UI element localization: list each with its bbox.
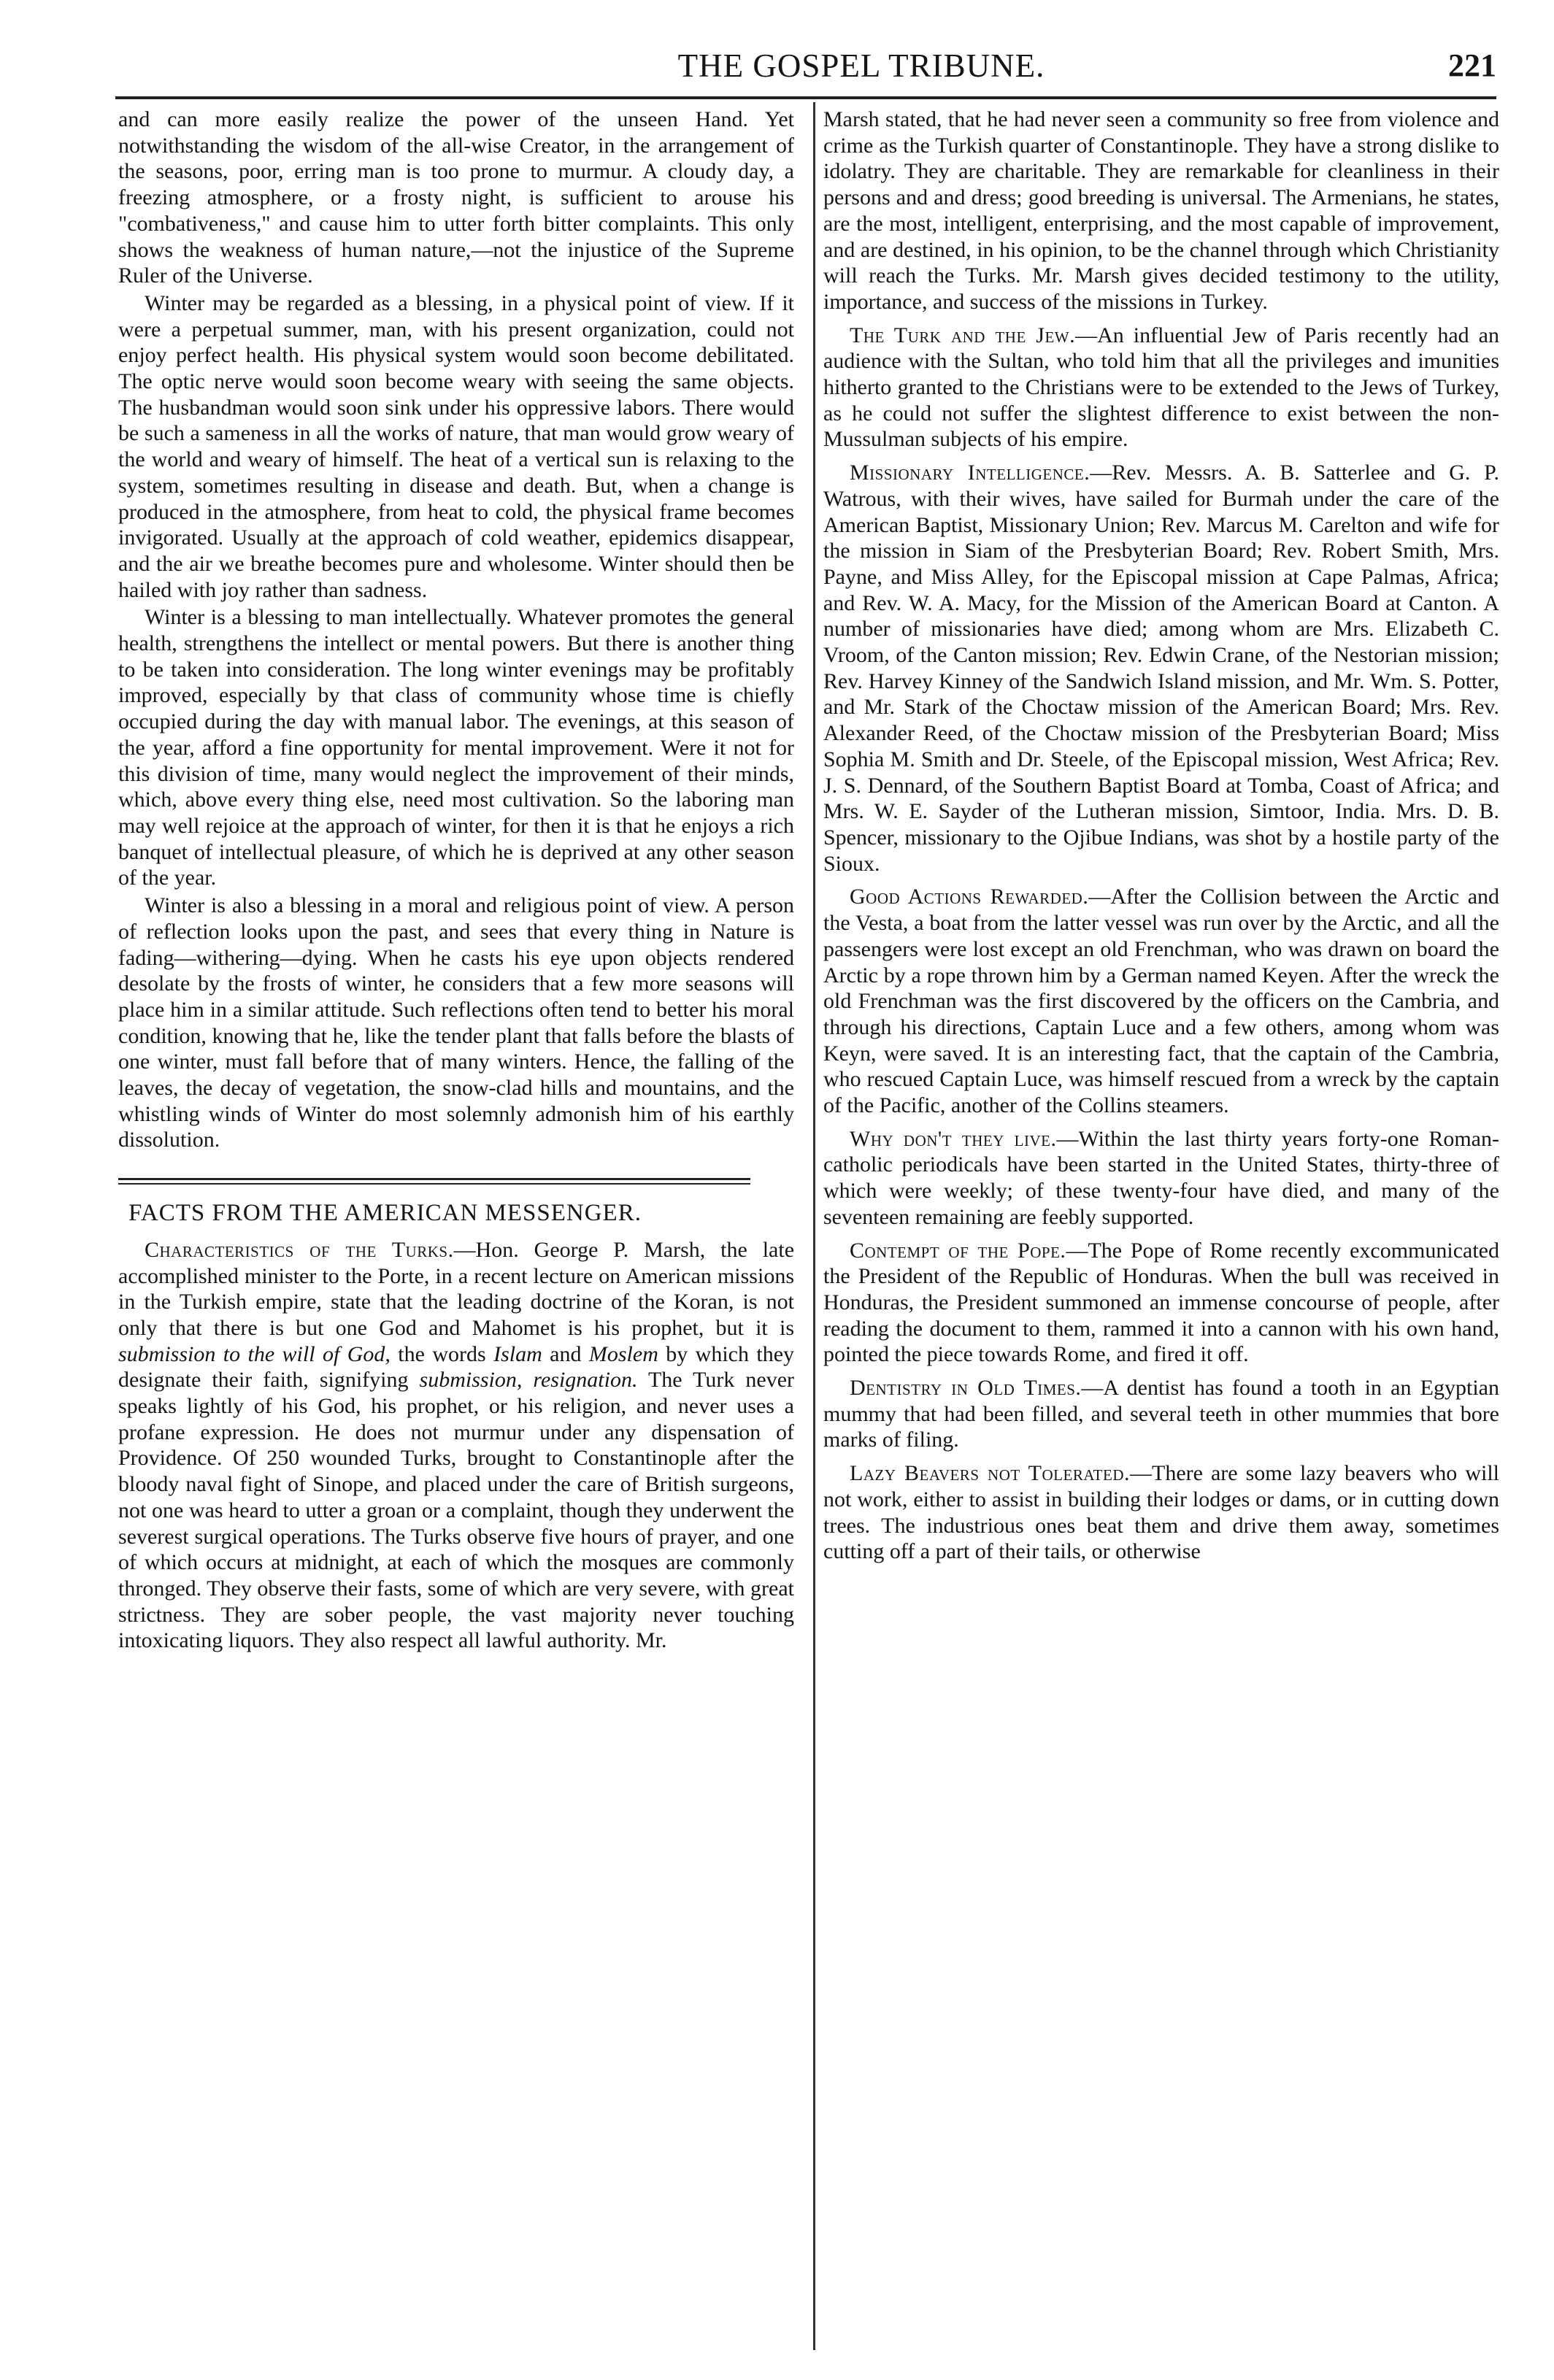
article-lead: Characteristics of the Turks. bbox=[145, 1237, 454, 1262]
paragraph: Winter is a blessing to man intellectually. Whatever promotes the general health, strengthens the intellect or mental powers. But there is another thing to be taken into consideration. The long winter evenings may be profitably improved, especially by that class of community whose time is chiefly occupied during the day with manual labor. The evenings, at this season of the year, afford a fine opportunity for mental improvement. Were it not for this division of time, many would neglect the improvement of their minds, which, above every thing else, need most cultivation. So the laboring man may well rejoice at the approach of winter, for then it is that he enjoys a rich banquet of intellectual pleasure, of which he is deprived at any other season of the year. bbox=[118, 605, 794, 890]
article-lead: Lazy Beavers not Tolerated. bbox=[850, 1461, 1130, 1486]
column-divider bbox=[813, 102, 815, 2350]
article-lead: Good Actions Rewarded. bbox=[850, 885, 1089, 909]
page-title: THE GOSPEL TRIBUNE. bbox=[677, 47, 1045, 84]
article-contempt-of-the-pope: Contempt of the Pope.—The Pope of Rome recently excommunicated the President of the Republic of Honduras. When the bull was received in Honduras, the President summoned an immense concourse of people, after reading the document to them, rammed it into a cannon with his own hand, pointed the piece towards Rome, and fired it off. bbox=[823, 1238, 1499, 1367]
article-lead: Contempt of the Pope. bbox=[850, 1238, 1066, 1263]
page-header bbox=[109, 47, 1496, 93]
paragraph: Winter is also a blessing in a moral and religious point of view. A person of reflection looks upon the past, and sees that every thing in Nature is fading—withering—dying. When he casts his eye upon objects rendered desolate by the frosts of winter, he considers that a few more seasons will place him in a similar attitude. Such reflections often tend to better his moral condition, knowing that he, like the tender plant that falls before the blasts of one winter, must fall before that of many winters. Hence, the falling of the leaves, the decay of vegetation, the snow-clad hills and mountains, and the whistling winds of Winter do most solemnly admonish him of his earthly dissolution. bbox=[118, 893, 794, 1152]
article-lead: Missionary Intelligence. bbox=[850, 461, 1091, 485]
paragraph: Marsh stated, that he had never seen a community so free from violence and crime as the Turkish quarter of Constantinople. They have a strong dislike to idolatry. They are charitable. They are remarkable for cleanliness in their persons and and dress; good breeding is universal. The Armenians, he states, are the most, intelligent, enterprising, and the most capable of improvement, and are destined, in his opinion, to be the channel through which Christianity will reach the Turks. Mr. Marsh gives decided testimony to the utility, importance, and success of the missions in Turkey. bbox=[823, 107, 1499, 314]
article-missionary-intelligence: Missionary Intelligence.—Rev. Messrs. A. B. Satterlee and G. P. Watrous, with their wives, have sailed for Burmah under the care of the American Baptist, Missionary Union; Rev. Marcus M. Carelton and wife for the mission in Siam of the Presbyterian Board; Rev. Robert Smith, Mrs. Payne, and Miss Alley, for the Episcopal mission at Cape Palmas, Africa; and Rev. W. A. Macy, for the Mission of the American Board at Canton. A number of missionaries have died; among whom are Mrs. Elizabeth C. Vroom, of the Canton mission; Rev. Edwin Crane, of the Nestorian mission; Rev. Harvey Kinney of the Sandwich Island mission, and Mr. Wm. S. Potter, and Mr. Stark of the Choctaw mission of the American Board; Mrs. Rev. Alexander Reed, of the Choctaw mission of the Presbyterian Board; Miss Sophia M. Smith and Dr. Steele, of the Episcopal mission, West Africa; Rev. J. S. Dennard, of the Southern Baptist Board at Tomba, Coast of Africa; and Mrs. W. E. Sayder of the Lutheran mission, Simtoor, India. Mrs. D. B. Spencer, missionary to the Ojibue Indians, was shot by a hostile party of the Sioux. bbox=[823, 461, 1500, 876]
article-lead: Why don't they live. bbox=[850, 1126, 1057, 1151]
article-dentistry-in-old-times: Dentistry in Old Times.—A dentist has found a tooth in an Egyptian mummy that had been filled, and several teeth in other mummies that bore marks of filing. bbox=[823, 1376, 1499, 1452]
paragraph: Winter may be regarded as a blessing, in a physical point of view. If it were a perpetual summer, man, with his present organization, could not enjoy perfect health. His physical system would soon become debilitated. The optic nerve would soon become weary with seeing the same objects. The husbandman would soon sink under his oppressive labors. There would be such a sameness in all the works of nature, that man would grow weary of the world and weary of himself. The heat of a vertical sun is relaxing to the system, sometimes resulting in disease and death. But, when a change is produced in the atmosphere, from heat to cold, the physical frame becomes invigorated. Usually at the approach of cold weather, epidemics disappear, and the air we breathe becomes pure and wholesome. Winter should then be hailed with joy rather than sadness. bbox=[118, 290, 794, 602]
article-lead: The Turk and the Jew. bbox=[850, 323, 1076, 347]
article-why-dont-they-live: Why don't they live.—Within the last thirty years forty-one Roman-catholic periodicals have been started in the United States, thirty-three of which were weekly; of these twenty-four have died, and many of the seventeen remaining are feebly supported. bbox=[823, 1126, 1499, 1229]
section-heading: FACTS FROM THE AMERICAN MESSENGER. bbox=[128, 1200, 642, 1227]
section-rule bbox=[118, 1183, 750, 1185]
article-turk-and-jew: The Turk and the Jew.—An influential Jew of Paris recently had an audience with the Sultan, who told him that all the privileges and imunities hitherto granted to the Christians were to be extended to the Jews of Turkey, as he could not suffer the slightest difference to exist between the non-Mussulman subjects of his empire. bbox=[823, 323, 1499, 452]
header-rule bbox=[115, 96, 1496, 99]
article-lazy-beavers: Lazy Beavers not Tolerated.—There are some lazy beavers who will not work, either to assist in building their lodges or dams, or in cutting down trees. The industrious ones beat them and drive them away, sometimes cutting off a part of their tails, or otherwise bbox=[823, 1461, 1500, 1564]
page-number: 221 bbox=[1448, 47, 1496, 83]
article-good-actions-rewarded: Good Actions Rewarded.—After the Collision between the Arctic and the Vesta, a boat from the latter vessel was run over by the Arctic, and all the passengers were lost except an old Frenchman, who was drawn on board the Arctic by a rope thrown him by a German named Keyen. After the wreck the old Frenchman was the first discovered by the officers on the Cambria, and through his directions, Captain Luce and a few others, among whom was Keyn, were saved. It is an interesting fact, that the captain of the Cambria, who rescued Captain Luce, was himself rescued from a wreck by the captain of the Pacific, another of the Collins steamers. bbox=[823, 885, 1500, 1118]
paragraph: and can more easily realize the power of the unseen Hand. Yet notwithstanding the wisdom of the all-wise Creator, in the arrangement of the seasons, poor, erring man is too prone to murmur. A cloudy day, a freezing atmosphere, or a frosty night, is sufficient to arouse his "combativeness," and cause him to utter forth bitter complaints. This only shows the weakness of human nature,—not the injustice of the Supreme Ruler of the Universe. bbox=[118, 107, 794, 288]
right-column bbox=[823, 107, 1499, 1565]
section-rule bbox=[118, 1178, 750, 1180]
left-column bbox=[118, 107, 794, 1654]
article-characteristics-of-the-turks: Characteristics of the Turks.—Hon. George P. Marsh, the late accomplished minister to the Porte, in a recent lecture on American missions in the Turkish empire, state that the leading doctrine of the Koran, is not only that there is but one God and Mahomet is his prophet, but it is submission to the will of God, the words Islam and Moslem by which they designate their faith, signifying submission, resignation. The Turk never speaks lightly of his God, his prophet, or his religion, and never uses a profane expression. He does not murmur under any dispensation of Providence. Of 250 wounded Turks, brought to Constantinople after the bloody naval fight of Sinope, and placed under the care of British surgeons, not one was heard to utter a groan or a complaint, though they underwent the severest surgical operations. The Turks observe five hours of prayer, and one of which occurs at midnight, at each of which the mosques are commonly thronged. They observe their fasts, some of which are very severe, with great strictness. They are sober people, the vast majority never touching intoxicating liquors. They also respect all lawful authority. Mr. bbox=[118, 1237, 795, 1653]
article-lead: Dentistry in Old Times. bbox=[850, 1376, 1082, 1401]
